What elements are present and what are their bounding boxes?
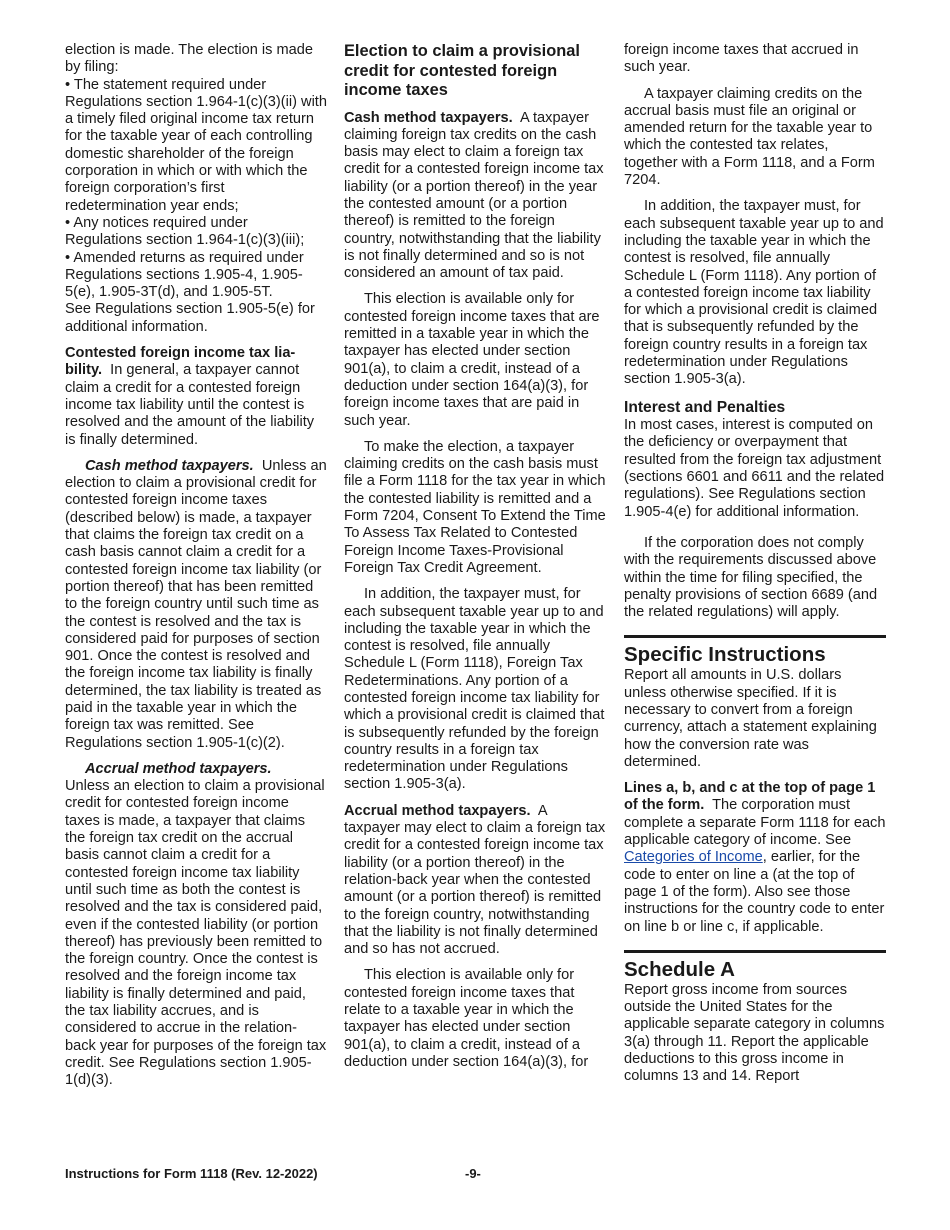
paragraph: Report all amounts in U.S. dollars unless otherwise specified. If it is necessary to convert from a foreign currency, attach a statement explaining how the conversion rate was determined. xyxy=(624,667,877,770)
paragraph: A taxpayer claiming credits on the accrual basis must file an original or amended return for the taxable year to which the contested tax relates, together with a Form 1118, and a Form 7204. xyxy=(624,85,875,189)
paragraph: election is made. The election is made by filing: xyxy=(65,42,313,76)
paragraph: In addition, the taxpayer must, for each subsequent taxable year up to and including the taxable year in which the contest is resolved, file annually Schedule L (Form 1118). Any portion of a contested foreign income tax liability for which a provisional credit is claimed that is subsequently refunded by the foreign country results in a foreign tax redetermination under Regulations section 1.905-3(a). xyxy=(624,198,884,388)
accrual-method-paragraph xyxy=(344,803,606,959)
paragraph: To make the election, a taxpayer claiming credits on the cash basis must file a Form 1118 for the tax year in which the contested liability is remitted and a Form 7204, Consent To Extend the Time To Assess Tax Related to Contested Foreign Income Taxes-Provisional Foreign Tax Credit Agreement. xyxy=(344,438,606,576)
contested-liability-paragraph xyxy=(65,345,327,449)
run-in-heading: Cash method taxpayers. xyxy=(344,109,513,126)
paragraph-text: The corporation must complete a separate Form 1118 for each applicable category of income. See xyxy=(624,797,886,849)
paragraph: In addition, the taxpayer must, for each subsequent taxable year up to and including the taxable year in which the contest is resolved, file annually Schedule L (Form 1118), Foreign Tax Redeterminations. Any portion of a contested foreign income tax liability for which a provisional credit is claimed that is subsequently refunded by the foreign country results in a foreign tax redetermination under Regulations section 1.905-3(a). xyxy=(344,586,605,793)
section-title: Schedule A xyxy=(624,957,735,981)
column-2 xyxy=(344,42,606,1071)
column-1 xyxy=(65,42,327,1090)
bullet-item: • Amended returns as required under Regulations sections 1.905-4, 1.905-5(e), 1.905-3T(d), and 1.905-5T. xyxy=(65,249,304,301)
paragraph-text: Unless an election to claim a provisional credit for contested foreign income taxes (described below) is made, a taxpayer that claims the foreign tax credit on a cash basis cannot claim a credit for a contested foreign income tax liability (or portion thereof) that has been remitted to the foreign country until such time as the contest is resolved and the tax is considered paid for purposes of section 901. Once the contest is resolved and the foreign income tax liability is finally determined, the tax liability is treated as paid in the taxable year in which the foreign tax was remitted. See Regulations section 1.905-1(c)(2). xyxy=(65,457,327,751)
paragraph-text: A taxpayer claiming foreign tax credits on the cash basis may elect to claim a foreign tax credit for a contested foreign income tax liability (or a portion thereof) in the year the contested amount (or a portion thereof) is remitted to the foreign country, notwithstanding that the liability is not finally determined and so is not considered an amount of tax paid. xyxy=(344,109,604,282)
run-in-heading: Accrual method taxpayers. xyxy=(85,760,272,777)
paragraph: In most cases, interest is computed on the deficiency or overpayment that resulted from the foreign tax adjustment (sections 6601 and 6611 and the related regulations). See Regulations section 1.905-4(e) for additional information. xyxy=(624,417,885,520)
schedule-a-section xyxy=(624,950,886,1086)
specific-instructions-section xyxy=(624,635,886,771)
page-number: -9- xyxy=(465,1166,481,1181)
paragraph: Unless an election to claim a provisional credit for contested foreign income taxes is made, a taxpayer that claims the foreign tax credit on the accrual basis cannot claim a credit for a contested foreign income tax liability until such time as both the contest is resolved and the tax is considered paid, even if the contested liability (or portion thereof) has previously been remitted to the foreign country. Once the contest is resolved and the foreign income tax liability is finally determined and paid, the tax liability accrues, and is considered to accrue in the relation-back year for purposes of the foreign tax credit. See Regulations section 1.905-1(d)(3). xyxy=(65,778,327,1089)
paragraph: foreign income taxes that accrued in such year. xyxy=(624,42,859,76)
run-in-heading: Contested foreign income tax lia-bility. xyxy=(65,345,296,379)
paragraph: Report gross income from sources outside the United States for the applicable separate category in columns 3(a) through 11. Report the applicable deductions to this gross income in columns 13 and 14. Report xyxy=(624,981,885,1085)
paragraph-text: A taxpayer may elect to claim a foreign tax credit for a contested foreign income tax liability (or a portion thereof) in the relation-back year when the contested amount (or a portion thereof) is remitted to the foreign country, notwithstanding that the liability is not finally determined and so has not accrued. xyxy=(344,802,606,958)
bullet-item: • The statement required under Regulations section 1.964-1(c)(3)(ii) with a timely filed original income tax return for the taxable year of each controlling domestic shareholder of the foreign corporation in which or with which the foreign corporation’s first redetermination year ends; xyxy=(65,76,327,214)
lines-abc-paragraph xyxy=(624,780,886,936)
run-in-heading: Cash method taxpayers. xyxy=(85,457,254,474)
accrual-method-heading xyxy=(65,761,327,778)
paragraph: This election is available only for contested foreign income taxes that are remitted in a taxable year in which the taxpayer has elected under section 901(a), to claim a credit, instead of a deduction under section 164(a)(3), for foreign income taxes that are paid in such year. xyxy=(344,291,600,429)
cash-method-paragraph xyxy=(344,110,606,283)
paragraph: This election is available only for contested foreign income taxes that relate to a taxable year in which the taxpayer has elected under section 901(a), to claim a credit, instead of a deduction under section 164(a)(3), for xyxy=(344,967,589,1070)
footer-form-title: Instructions for Form 1118 (Rev. 12-2022) xyxy=(65,1166,318,1181)
section-title: Specific Instructions xyxy=(624,643,826,667)
bullet-item: • Any notices required under Regulations section 1.964-1(c)(3)(iii); xyxy=(65,214,305,249)
interest-penalties-heading: Interest and Penalties xyxy=(624,398,786,416)
run-in-heading: Lines a, b, and c at the top of page 1 of the form. xyxy=(624,780,876,814)
paragraph: See Regulations section 1.905-5(e) for additional information. xyxy=(65,301,315,335)
paragraph-text: In general, a taxpayer cannot claim a credit for a contested foreign income tax liability until the contest is resolved and the amount of the liability is finally determined. xyxy=(65,362,315,448)
categories-of-income-link[interactable]: Categories of Income xyxy=(624,849,763,866)
cash-method-paragraph xyxy=(65,458,327,752)
section-heading: Election to claim a provisional credit for contested foreign income taxes xyxy=(344,42,580,99)
paragraph: If the corporation does not comply with the requirements discussed above within the time for filing specified, the penalty provisions of section 6689 (and the related regulations) will apply. xyxy=(624,534,878,621)
run-in-heading: Accrual method taxpayers. xyxy=(344,802,531,819)
paragraph-text: , earlier, for the code to enter on line a (at the top of page 1 of the form). Also see those instructions for the country code to enter on line b or line c, if applicable. xyxy=(624,849,885,935)
column-3 xyxy=(624,42,886,1086)
